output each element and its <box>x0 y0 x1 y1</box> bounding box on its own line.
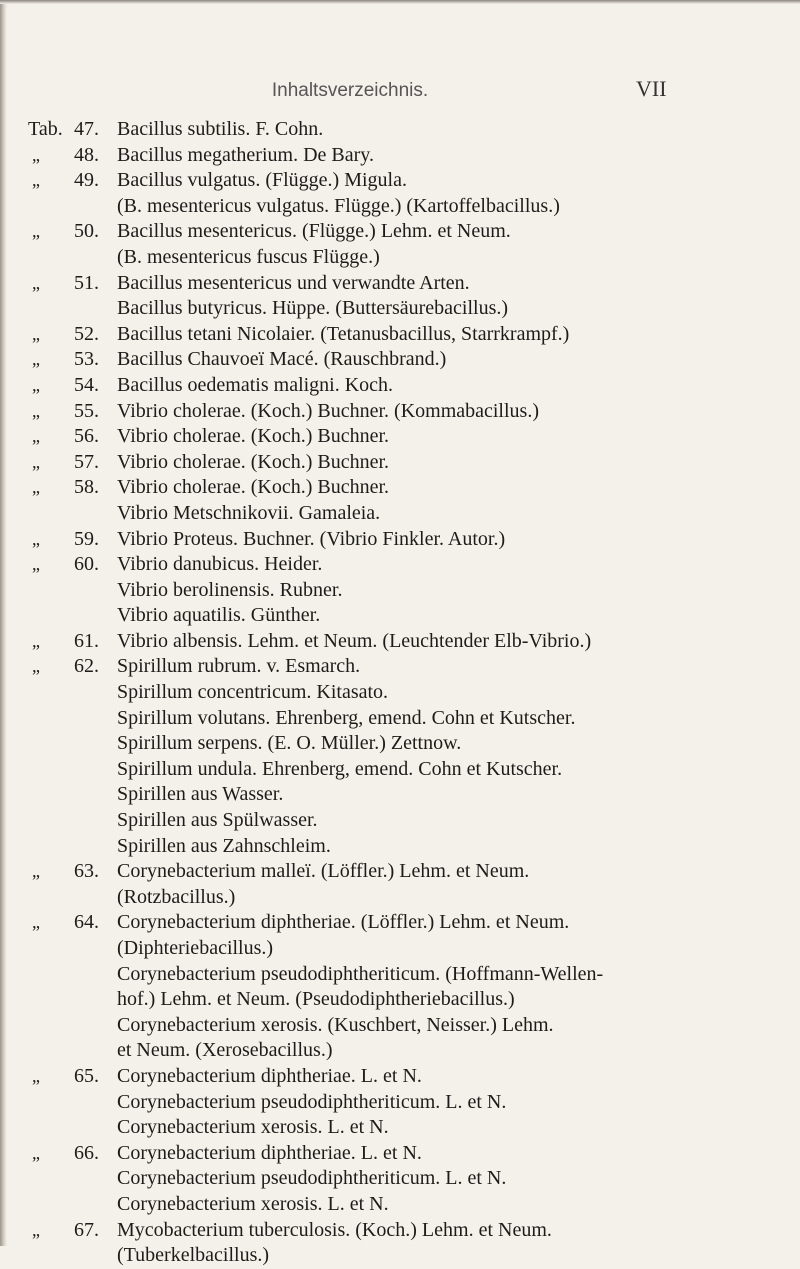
entry-lead <box>28 168 114 194</box>
entry-text: Bacillus tetani Nicolaier. (Tetanusbacillus, Starrkrampf.) <box>117 322 570 345</box>
plate-number: 63. <box>74 860 99 883</box>
plate-prefix: Tab. <box>28 118 63 140</box>
toc-entry <box>28 399 788 425</box>
toc-entry <box>28 475 788 526</box>
entry-lead <box>28 424 114 450</box>
ditto-mark: „ <box>32 451 40 472</box>
entry-text: Bacillus mesentericus und verwandte Arten. <box>117 271 470 294</box>
plate-number: 56. <box>74 425 99 448</box>
ditto-mark: „ <box>32 323 40 344</box>
entry-text: Corynebacterium xerosis. L. et N. <box>117 1116 389 1139</box>
toc-entry <box>28 1141 788 1218</box>
plate-number: 57. <box>74 450 99 473</box>
entry-text: Corynebacterium malleï. (Löffler.) Lehm. et Neum. <box>117 860 530 883</box>
ditto-mark: „ <box>32 528 40 549</box>
toc-entry <box>28 629 788 655</box>
entry-text: Vibrio berolinensis. Rubner. <box>117 578 343 601</box>
entry-text: Vibrio cholerae. (Koch.) Buchner. <box>117 450 390 473</box>
plate-number: 51. <box>74 271 99 294</box>
toc-entry <box>28 168 788 219</box>
entry-text: Corynebacterium xerosis. (Kuschbert, Neisser.) Lehm. <box>117 1013 554 1036</box>
toc-entry <box>28 1218 788 1269</box>
entry-text: Bacillus Chauvoeï Macé. (Rauschbrand.) <box>117 348 447 371</box>
entry-text: (B. mesentericus vulgatus. Flügge.) (Kartoffelbacillus.) <box>117 194 560 217</box>
entry-text: Spirillum volutans. Ehrenberg, emend. Cohn et Kutscher. <box>117 706 576 729</box>
entry-lead <box>28 654 114 680</box>
entry-text: Bacillus butyricus. Hüppe. (Buttersäurebacillus.) <box>117 297 509 320</box>
entry-text: Bacillus megatherium. De Bary. <box>117 143 374 166</box>
ditto-mark: „ <box>32 912 40 933</box>
ditto-mark: „ <box>32 1219 40 1240</box>
entry-text: Bacillus subtilis. F. Cohn. <box>117 118 324 140</box>
entry-lead <box>28 399 114 425</box>
entry-text: Spirillum serpens. (E. O. Müller.) Zettnow. <box>117 732 462 755</box>
ditto-mark: „ <box>32 1142 40 1163</box>
toc-entry <box>28 373 788 399</box>
plate-number: 62. <box>74 655 99 678</box>
ditto-mark: „ <box>32 144 40 165</box>
entry-lead <box>28 527 114 553</box>
entry-text: Corynebacterium pseudodiphtheriticum. L. et N. <box>117 1090 507 1113</box>
ditto-mark: „ <box>32 630 40 651</box>
entry-text: Spirillen aus Spülwasser. <box>117 809 318 832</box>
entry-lead <box>28 347 114 373</box>
toc-entry <box>28 219 788 270</box>
plate-number: 66. <box>74 1141 99 1164</box>
plate-number: 61. <box>74 629 99 652</box>
plate-number: 67. <box>74 1218 99 1241</box>
toc-entry <box>28 910 788 1064</box>
plate-number: 49. <box>74 169 99 192</box>
plate-number: 47. <box>74 118 99 140</box>
ditto-mark: „ <box>32 426 40 447</box>
toc-entry <box>28 654 788 859</box>
entry-text: Corynebacterium diphtheriae. L. et N. <box>117 1064 422 1087</box>
ditto-mark: „ <box>32 400 40 421</box>
plate-number: 48. <box>74 143 99 166</box>
plate-number: 52. <box>74 322 99 345</box>
entry-text: Spirillen aus Zahnschleim. <box>117 834 331 857</box>
toc-entry <box>28 322 788 348</box>
entry-text: Vibrio aquatilis. Günther. <box>117 604 321 627</box>
entry-text: Bacillus vulgatus. (Flügge.) Migula. <box>117 169 407 192</box>
entry-text: (Tuberkelbacillus.) <box>117 1244 270 1267</box>
entry-text: hof.) Lehm. et Neum. (Pseudodiphtheriebacillus.) <box>117 988 515 1011</box>
toc-entry <box>28 527 788 553</box>
entry-lead <box>28 859 114 885</box>
entry-lead <box>28 1218 114 1244</box>
entry-text: Vibrio danubicus. Heider. <box>117 553 323 576</box>
ditto-mark: „ <box>32 221 40 242</box>
table-of-contents <box>28 117 788 1269</box>
entry-text: Vibrio cholerae. (Koch.) Buchner. (Kommabacillus.) <box>117 399 539 422</box>
entry-text: Vibrio cholerae. (Koch.) Buchner. <box>117 476 390 499</box>
entry-text: Vibrio cholerae. (Koch.) Buchner. <box>117 425 390 448</box>
entry-lead <box>28 552 114 578</box>
entry-text: Corynebacterium diphtheriae. L. et N. <box>117 1141 422 1164</box>
toc-entry <box>28 117 788 143</box>
entry-lead <box>28 373 114 399</box>
entry-text: Bacillus oedematis maligni. Koch. <box>117 373 394 396</box>
entry-text: (Rotzbacillus.) <box>117 885 236 908</box>
plate-number: 54. <box>74 373 99 396</box>
ditto-mark: „ <box>32 374 40 395</box>
toc-entry <box>28 143 788 169</box>
page-edge-top <box>0 0 800 4</box>
toc-entry <box>28 450 788 476</box>
entry-lead <box>28 322 114 348</box>
entry-text: Corynebacterium pseudodiphtheriticum. (Hoffmann-Wellen- <box>117 962 604 985</box>
ditto-mark: „ <box>32 1065 40 1086</box>
entry-text: Spirillum rubrum. v. Esmarch. <box>117 655 361 678</box>
entry-lead <box>28 475 114 501</box>
plate-number: 64. <box>74 911 99 934</box>
entry-text: Vibrio albensis. Lehm. et Neum. (Leuchtender Elb-Vibrio.) <box>117 629 592 652</box>
entry-text: Spirillen aus Wasser. <box>117 783 284 806</box>
entry-text: Corynebacterium xerosis. L. et N. <box>117 1192 389 1215</box>
entry-lead <box>28 219 114 245</box>
plate-number: 60. <box>74 553 99 576</box>
entry-text: Vibrio Proteus. Buchner. (Vibrio Finkler. Autor.) <box>117 527 506 550</box>
entry-text: Spirillum undula. Ehrenberg, emend. Cohn et Kutscher. <box>117 757 563 780</box>
entry-lead <box>28 271 114 297</box>
entry-text: Corynebacterium pseudodiphtheriticum. L. et N. <box>117 1167 507 1190</box>
plate-number: 53. <box>74 348 99 371</box>
plate-number: 55. <box>74 399 99 422</box>
entry-text: Bacillus mesentericus. (Flügge.) Lehm. et Neum. <box>117 220 511 243</box>
ditto-mark: „ <box>32 272 40 293</box>
toc-entry <box>28 424 788 450</box>
toc-entry <box>28 859 788 910</box>
running-header: Inhaltsverzeichnis. <box>271 80 429 101</box>
entry-lead <box>28 143 114 169</box>
entry-lead <box>28 450 114 476</box>
plate-number: 59. <box>74 527 99 550</box>
entry-lead <box>28 1141 114 1167</box>
ditto-mark: „ <box>32 554 40 575</box>
toc-entry <box>28 1064 788 1141</box>
entry-text: (Diphteriebacillus.) <box>117 937 274 959</box>
plate-number: 65. <box>74 1064 99 1087</box>
entry-text: Spirillum concentricum. Kitasato. <box>117 681 389 704</box>
entry-text: Corynebacterium diphtheriae. (Löffler.) Lehm. et Neum. <box>117 911 570 934</box>
entry-text: et Neum. (Xerosebacillus.) <box>117 1039 333 1062</box>
ditto-mark: „ <box>32 477 40 498</box>
toc-entry <box>28 552 788 629</box>
entry-text: Mycobacterium tuberculosis. (Koch.) Lehm. et Neum. <box>117 1218 552 1241</box>
toc-entry <box>28 271 788 322</box>
plate-number: 50. <box>74 220 99 243</box>
entry-text: Vibrio Metschnikovii. Gamaleia. <box>117 501 381 524</box>
entry-lead <box>28 629 114 655</box>
page-edge <box>0 0 7 1246</box>
entry-lead <box>28 910 114 936</box>
ditto-mark: „ <box>32 349 40 370</box>
entry-lead <box>28 117 114 143</box>
ditto-mark: „ <box>32 861 40 882</box>
ditto-mark: „ <box>32 656 40 677</box>
entry-lead <box>28 1064 114 1090</box>
ditto-mark: „ <box>32 170 40 191</box>
entry-text: (B. mesentericus fuscus Flügge.) <box>117 245 380 268</box>
page-number: VII <box>636 76 667 101</box>
plate-number: 58. <box>74 476 99 499</box>
toc-entry <box>28 347 788 373</box>
